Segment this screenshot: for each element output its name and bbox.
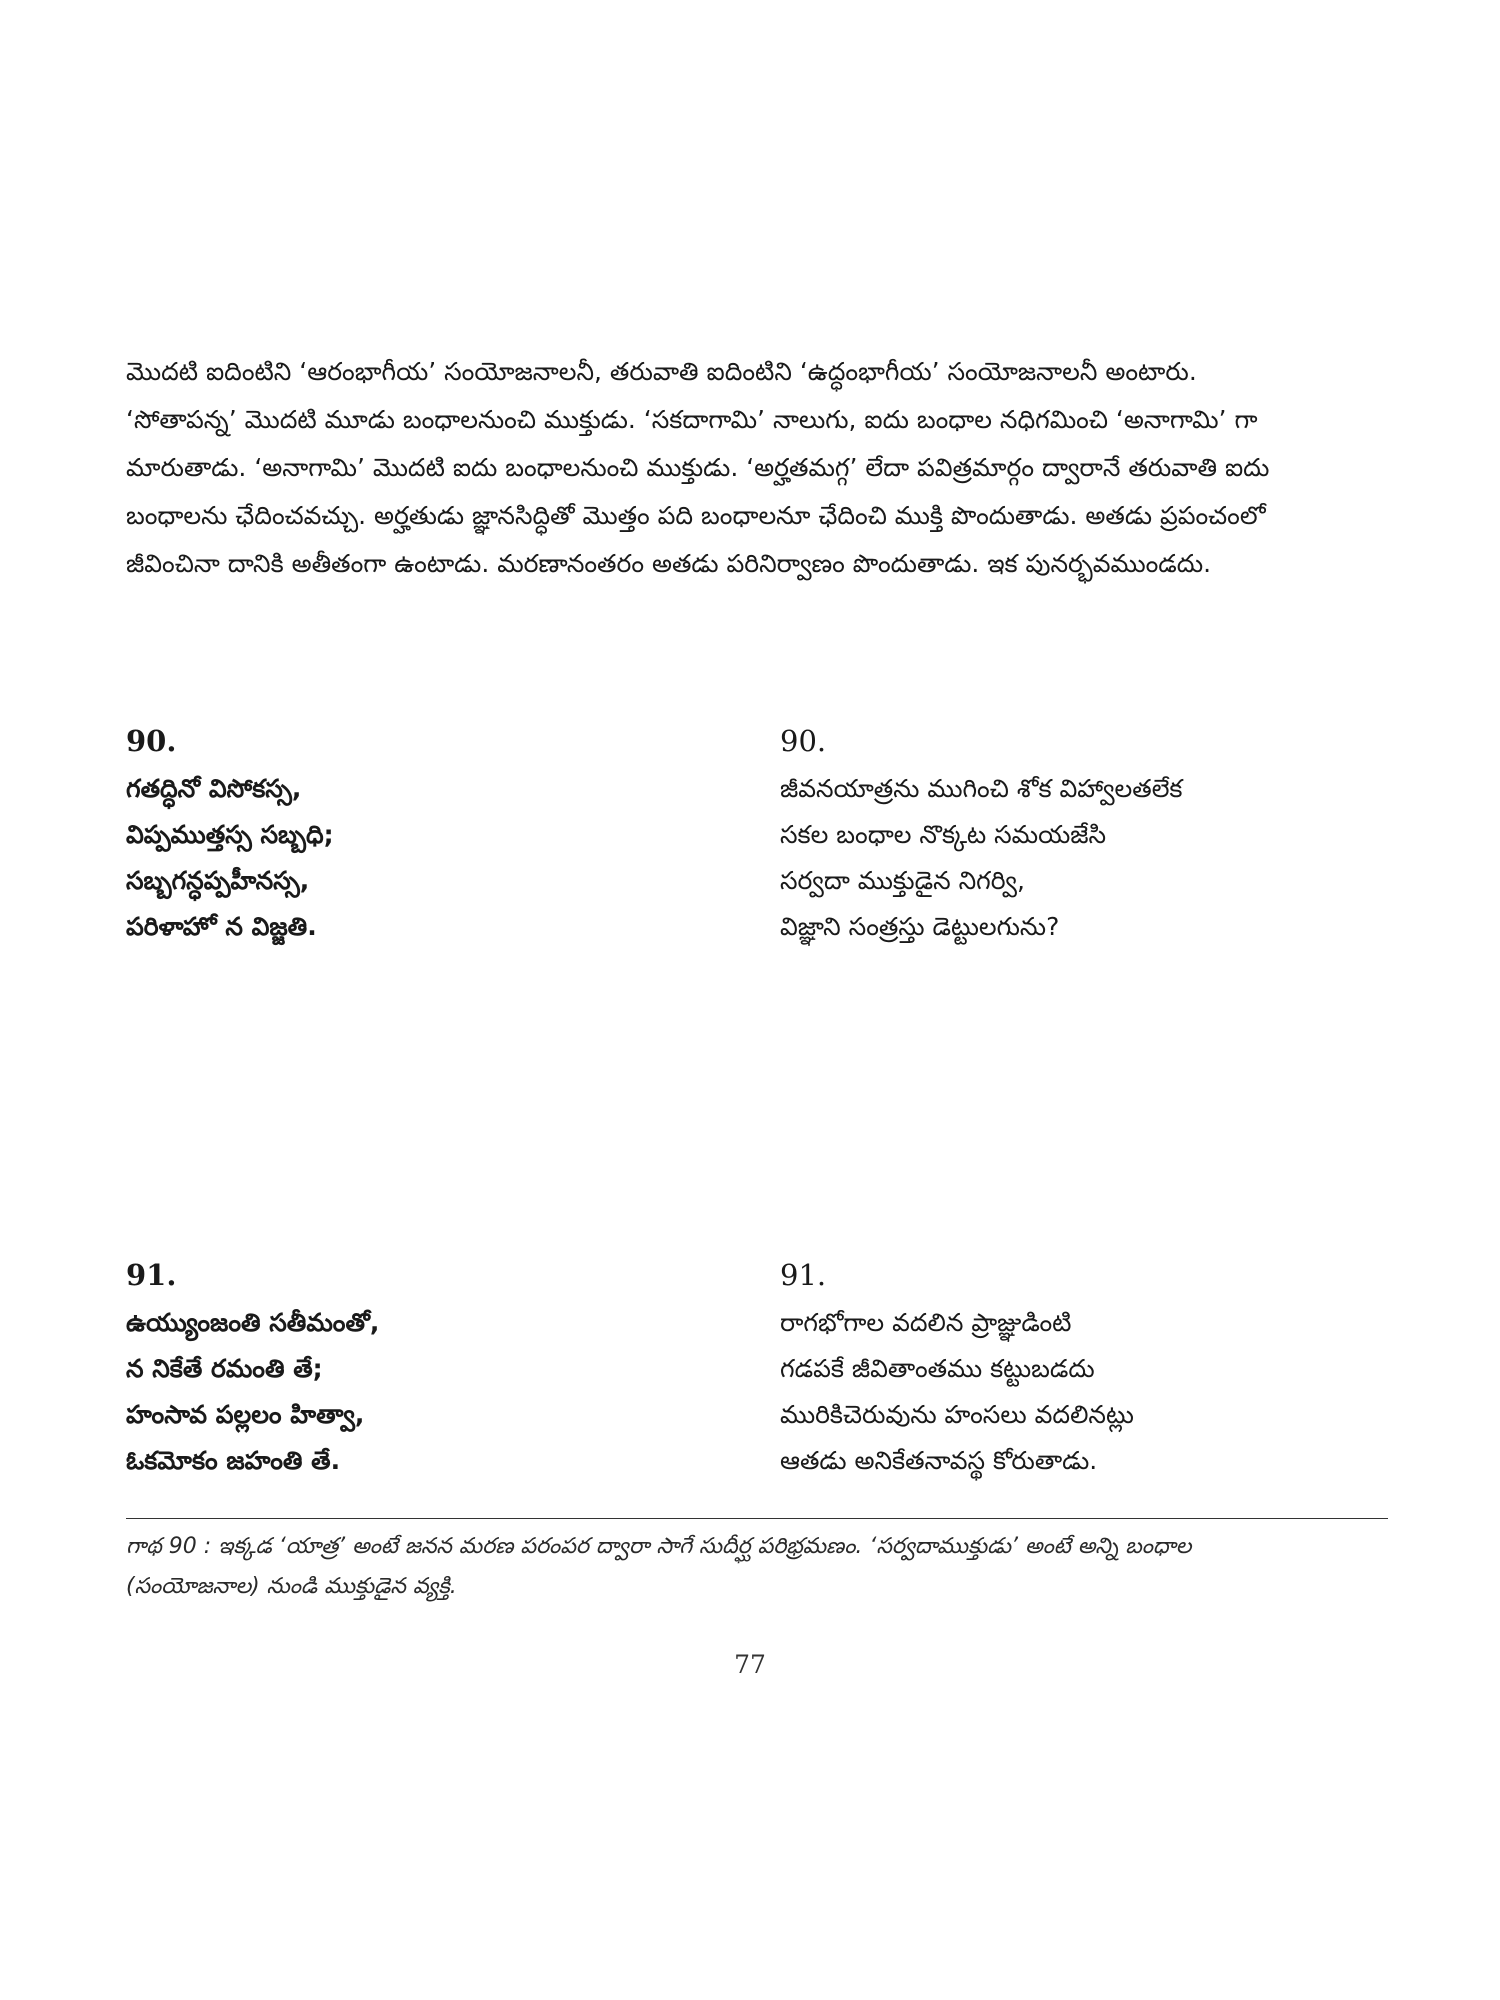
footnote-divider: [126, 1518, 1388, 1519]
verse-91-pali-line: ఉయ్యుంజంతి సతీమంతో,: [126, 1308, 380, 1337]
verse-90-telugu-line: సకల బంధాల నొక్కట సమయజేసి: [780, 820, 1107, 849]
verse-90-telugu-line: సర్వదా ముక్తుడైన నిగర్వి,: [780, 866, 1025, 895]
intro-line: మారుతాడు. ‘అనాగామి’ మొదటి ఐదు బంధాలనుంచి ముక్తుడు. ‘అర్హతమగ్గ’ లేదా పవిత్రమార్గం ద్వారానే తరువాతి ఐదు: [126, 453, 1270, 482]
verse-90-pali-line: గతద్ధినో విసోకస్స,: [126, 774, 302, 803]
footnote-line: (సంయోజనాల) నుండి ముక్తుడైన వ్యక్తి.: [126, 1574, 457, 1599]
verse-90-telugu: [780, 716, 1360, 950]
verse-91-pali-line: న నికేతే రమంతి తే;: [126, 1354, 323, 1383]
intro-paragraph: [126, 348, 1388, 588]
verse-90-pali-number: 90.: [126, 724, 177, 758]
intro-line: జీవించినా దానికి అతీతంగా ఉంటాడు. మరణానంతరం అతడు పరినిర్వాణం పొందుతాడు. ఇక పునర్భవముండదు.: [126, 549, 1212, 578]
intro-line: ‘సోతాపన్న’ మొదటి మూడు బంధాలనుంచి ముక్తుడు. ‘సకదాగామి’ నాలుగు, ఐదు బంధాల నధిగమించి ‘అనాగామి’ గా: [126, 405, 1258, 434]
verse-90-pali-line: పరిళాహో న విజ్జతి.: [126, 912, 317, 941]
verse-91-pali-line: హంసావ పల్లలం హిత్వా,: [126, 1400, 365, 1429]
verse-91-telugu: [780, 1250, 1360, 1484]
verse-91-pali-line: ఓకమోకం జహంతి తే.: [126, 1446, 341, 1475]
verse-90-pali: [126, 716, 706, 950]
verse-91-pali: [126, 1250, 706, 1484]
verse-91-telugu-line: మురికిచెరువును హంసలు వదలినట్లు: [780, 1400, 1134, 1429]
footnote: [126, 1527, 1388, 1607]
page-number: 77: [734, 1650, 766, 1679]
verse-90-pali-line: సబ్బగన్ధప్పహీనస్స,: [126, 866, 310, 895]
verse-91-pali-number: 91.: [126, 1258, 177, 1292]
verse-91-telugu-line: ఆతడు అనికేతనావస్థ కోరుతాడు.: [780, 1446, 1098, 1475]
intro-line: మొదటి ఐదింటిని ‘ఆరంభాగీయ’ సంయోజనాలనీ, తరువాతి ఐదింటిని ‘ఉద్ధంభాగీయ’ సంయోజనాలనీ అంటారు.: [126, 357, 1197, 386]
verse-91-telugu-line: రాగభోగాల వదలిన ప్రాజ్ఞుడింటి: [780, 1308, 1072, 1337]
verse-90-telugu-line: విజ్ఞాని సంత్రస్తు డెట్టులగును?: [780, 912, 1060, 941]
footnote-line: గాథ 90 : ఇక్కడ ‘యాత్ర’ అంటే జనన మరణ పరంపర ద్వారా సాగే సుదీర్ఘ పరిభ్రమణం. ‘సర్వదాముక్తుడు’ అంటే అన్ని బంధాల: [126, 1534, 1192, 1559]
verse-91-telugu-line: గడపకే జీవితాంతము కట్టుబడదు: [780, 1354, 1095, 1383]
verse-90-telugu-number: 90.: [780, 724, 827, 758]
intro-line: బంధాలను ఛేదించవచ్చు. అర్హతుడు జ్ఞానసిద్ధితో మొత్తం పది బంధాలనూ ఛేదించి ముక్తి పొందుతాడు. అతడు ప్రపంచంలో: [126, 501, 1266, 530]
verse-90-pali-line: విప్పముత్తస్స సబ్బధి;: [126, 820, 334, 849]
verse-90-telugu-line: జీవనయాత్రను ముగించి శోక విహ్వాలతలేక: [780, 774, 1183, 803]
verse-91-telugu-number: 91.: [780, 1258, 827, 1292]
